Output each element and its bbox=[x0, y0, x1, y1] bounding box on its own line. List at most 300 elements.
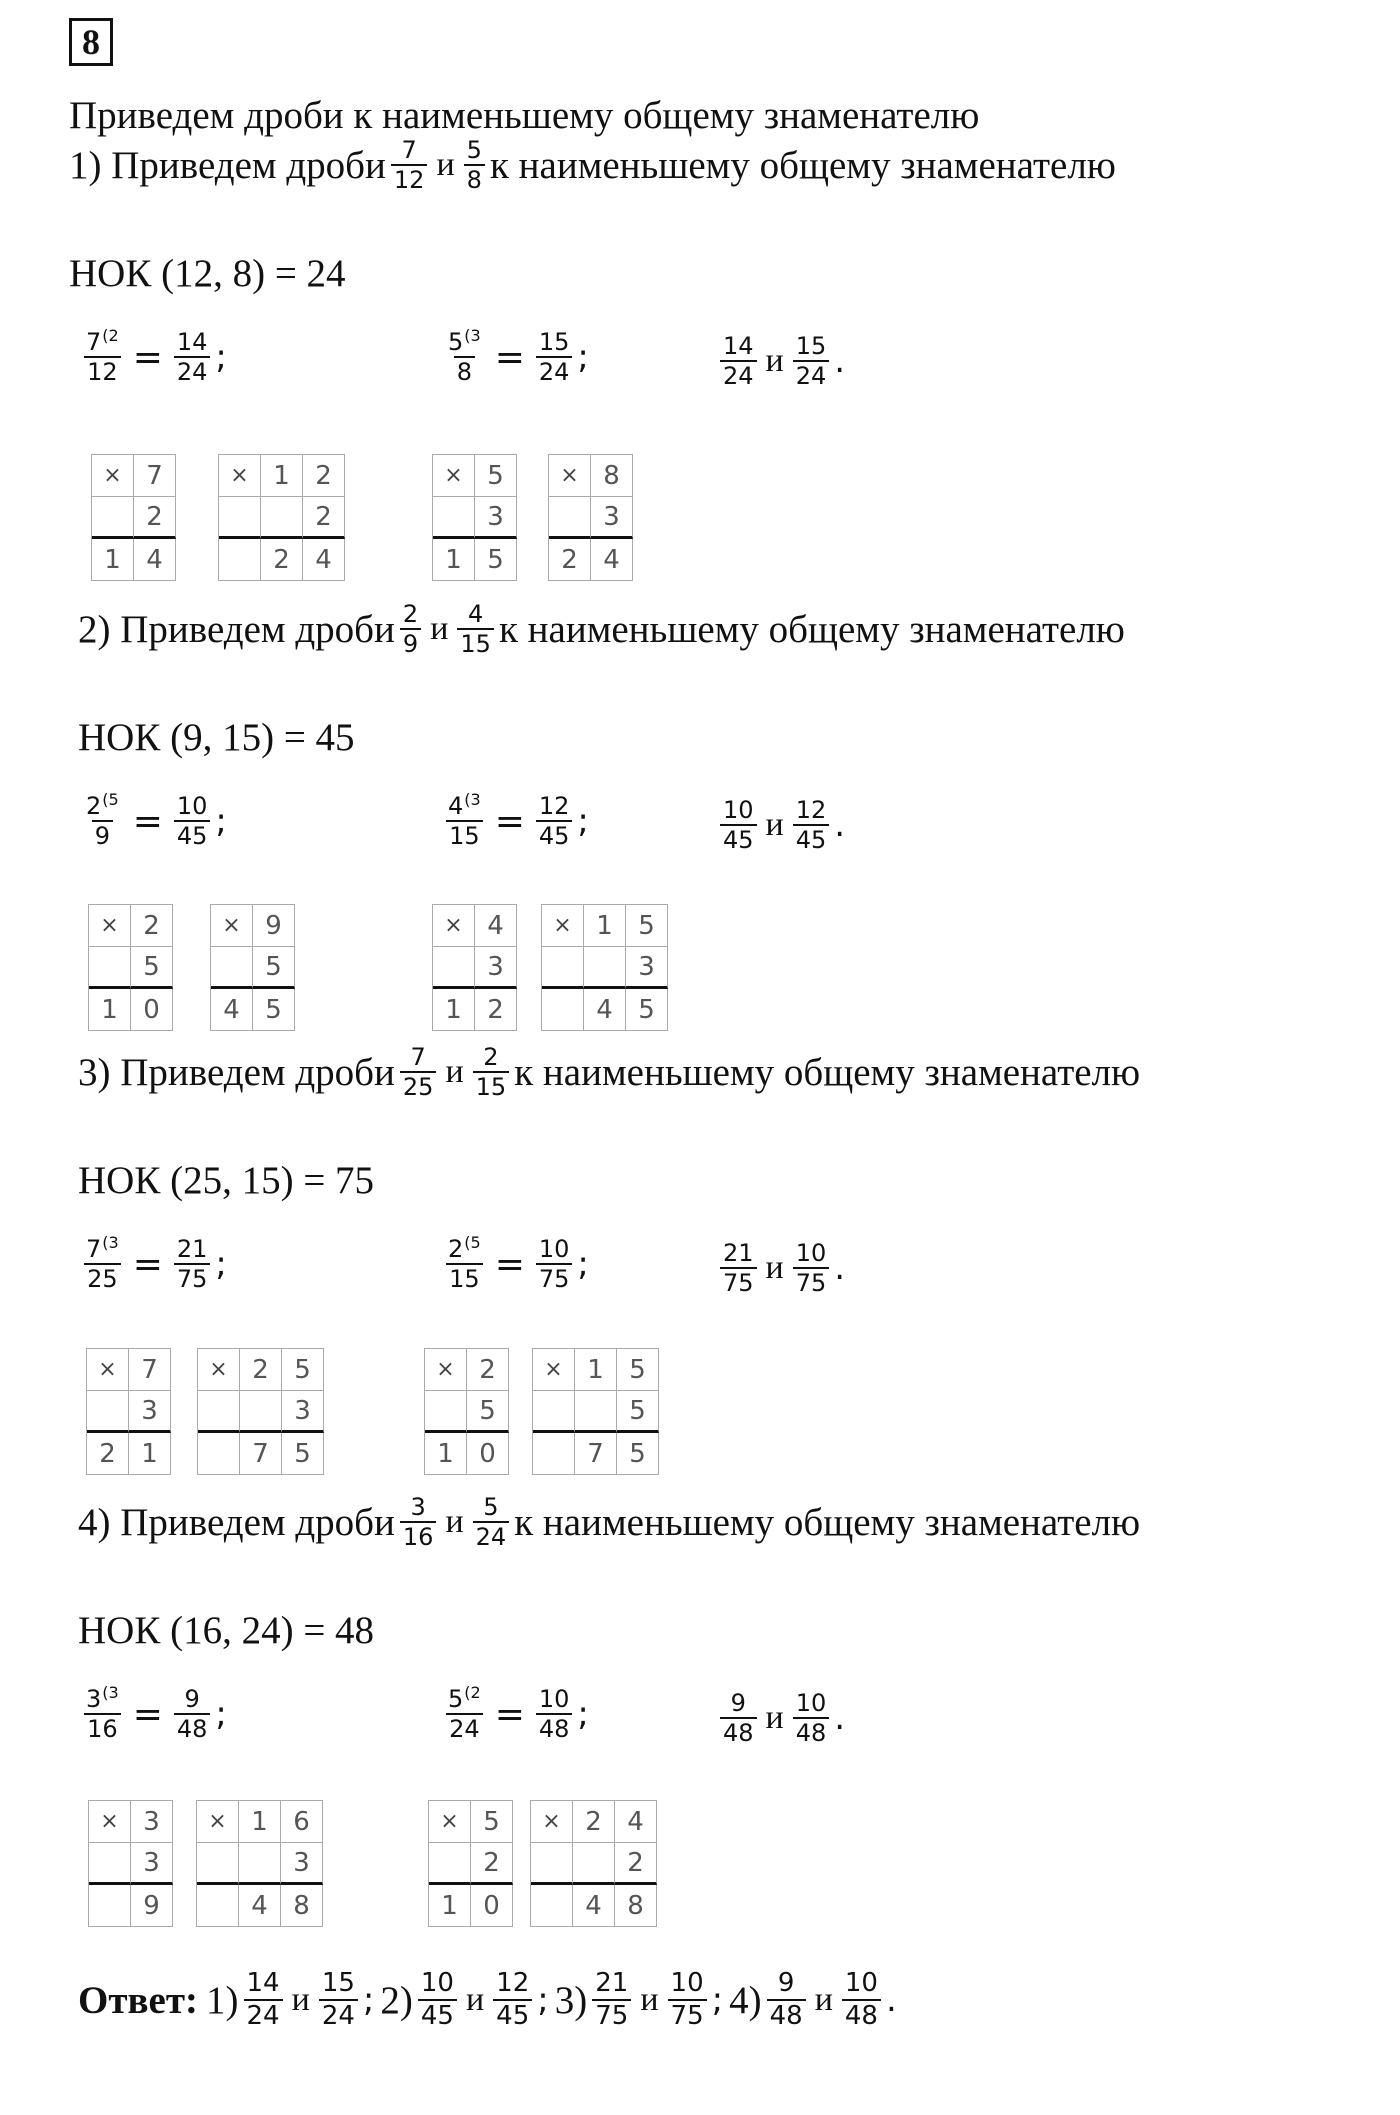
lcm-line: НОК (9, 15) = 45 bbox=[78, 716, 355, 759]
equation-1 bbox=[78, 1685, 227, 1743]
eq1-result-fraction-denominator: 48 bbox=[174, 1713, 211, 1743]
result-pair bbox=[715, 332, 845, 390]
times-sign: × bbox=[211, 905, 253, 947]
equals-sign: = bbox=[494, 1693, 525, 1735]
result-fraction-2-numerator: 10 bbox=[795, 1239, 827, 1267]
part-heading bbox=[69, 136, 1116, 194]
grid-digit: 2 bbox=[134, 497, 176, 539]
grid-digit: 5 bbox=[617, 1349, 659, 1391]
result-pair bbox=[715, 796, 845, 854]
lcm-line: НОК (25, 15) = 75 bbox=[78, 1159, 375, 1202]
times-sign: × bbox=[433, 455, 475, 497]
grid-digit: 2 bbox=[549, 539, 591, 581]
multiplication-grid bbox=[432, 904, 517, 1031]
equation-2 bbox=[440, 328, 589, 386]
result-fraction-1-denominator: 45 bbox=[720, 824, 757, 854]
eq2-source-fraction-multiplier: (3 bbox=[464, 326, 481, 345]
and-word: и bbox=[465, 1981, 485, 2018]
answer-fraction-b-denominator: 75 bbox=[668, 1999, 707, 2032]
answer-label: Ответ: bbox=[78, 1978, 199, 2022]
grid-digit: 1 bbox=[433, 989, 475, 1031]
result-fraction-1 bbox=[720, 332, 757, 390]
result-fraction-1-numerator: 14 bbox=[723, 332, 754, 360]
grid-digit: 1 bbox=[92, 539, 134, 581]
grid-digit: 4 bbox=[211, 989, 253, 1031]
semicolon: ; bbox=[577, 801, 589, 841]
grid-digit: 5 bbox=[626, 905, 668, 947]
result-fraction-1-denominator: 24 bbox=[720, 360, 757, 390]
answer-fraction-a-numerator: 14 bbox=[246, 1968, 280, 1998]
grid-digit: 4 bbox=[239, 1885, 281, 1927]
times-sign: × bbox=[89, 905, 131, 947]
grid-digit bbox=[531, 1885, 573, 1927]
answer-fraction-a bbox=[592, 1968, 631, 2032]
eq1-source-fraction bbox=[83, 792, 122, 850]
eq2-source-fraction-numerator: 2$^{(5}$ bbox=[448, 1233, 481, 1263]
grid-digit: 3 bbox=[131, 1843, 173, 1885]
grid-digit: 1 bbox=[575, 1349, 617, 1391]
grid-digit: 9 bbox=[131, 1885, 173, 1927]
grid-digit: 1 bbox=[129, 1433, 171, 1475]
eq2-source-fraction-numerator: 5$^{(3}$ bbox=[448, 326, 481, 356]
eq1-source-fraction-numerator: 7$^{(3}$ bbox=[86, 1233, 119, 1263]
answer-fraction-b bbox=[668, 1968, 707, 2032]
grid-digit bbox=[211, 947, 253, 989]
grid-digit: 0 bbox=[471, 1885, 513, 1927]
eq1-result-fraction-numerator: 10 bbox=[176, 792, 208, 820]
and-word: и bbox=[436, 146, 455, 183]
grid-digit: 2 bbox=[471, 1843, 513, 1885]
grid-digit: 1 bbox=[261, 455, 303, 497]
multiplication-grid bbox=[532, 1348, 659, 1475]
grid-digit bbox=[92, 497, 134, 539]
grid-digit: 8 bbox=[615, 1885, 657, 1927]
grid-digit: 5 bbox=[617, 1433, 659, 1475]
grid-digit: 5 bbox=[253, 989, 295, 1031]
eq2-source-fraction-denominator: 8 bbox=[454, 356, 475, 386]
answer-index: 1) bbox=[206, 1978, 239, 2022]
eq1-result-fraction-denominator: 45 bbox=[174, 820, 211, 850]
grid-digit: 5 bbox=[617, 1391, 659, 1433]
answer-fraction-a-numerator: 10 bbox=[420, 1968, 454, 1998]
heading-fraction-1-denominator: 12 bbox=[391, 164, 428, 194]
grid-digit: 7 bbox=[240, 1433, 282, 1475]
heading-fraction-1-denominator: 16 bbox=[400, 1521, 437, 1551]
eq1-result-fraction bbox=[174, 1685, 211, 1743]
grid-digit: 1 bbox=[429, 1885, 471, 1927]
heading-fraction-2-numerator: 2 bbox=[483, 1043, 499, 1071]
eq1-source-fraction-numerator: 3$^{(3}$ bbox=[86, 1683, 119, 1713]
to-lcd-text: к наименьшему общему знаменателю bbox=[498, 607, 1125, 651]
answer-fraction-b-numerator: 10 bbox=[670, 1968, 704, 1998]
eq2-source-fraction-denominator: 15 bbox=[446, 1263, 483, 1293]
to-lcd-text: к наименьшему общему знаменателю bbox=[514, 1050, 1141, 1094]
result-fraction-2 bbox=[793, 1239, 830, 1297]
grid-digit: 1 bbox=[425, 1433, 467, 1475]
answer-separator: . bbox=[885, 1980, 897, 2020]
eq2-source-fraction bbox=[445, 1235, 484, 1293]
grid-digit: 3 bbox=[281, 1843, 323, 1885]
result-fraction-2-denominator: 45 bbox=[793, 824, 830, 854]
semicolon: ; bbox=[215, 1244, 227, 1284]
times-sign: × bbox=[425, 1349, 467, 1391]
answer-fraction-b-numerator: 15 bbox=[321, 1968, 355, 1998]
eq1-result-fraction-denominator: 24 bbox=[174, 356, 211, 386]
result-fraction-2 bbox=[793, 796, 830, 854]
heading-fraction-2-numerator: 4 bbox=[468, 600, 484, 628]
grid-digit bbox=[542, 989, 584, 1031]
and-word: и bbox=[765, 342, 784, 379]
eq1-source-fraction-numerator: 7$^{(2}$ bbox=[86, 326, 119, 356]
eq2-source-fraction-multiplier: (3 bbox=[464, 790, 481, 809]
grid-digit bbox=[425, 1391, 467, 1433]
result-fraction-2-denominator: 24 bbox=[793, 360, 830, 390]
eq2-result-fraction-numerator: 12 bbox=[538, 792, 570, 820]
period: . bbox=[834, 1248, 846, 1288]
grid-digit: 5 bbox=[282, 1433, 324, 1475]
multiplication-grid bbox=[428, 1800, 513, 1927]
grid-digit: 4 bbox=[134, 539, 176, 581]
semicolon: ; bbox=[215, 801, 227, 841]
grid-digit bbox=[542, 947, 584, 989]
result-fraction-1 bbox=[720, 1689, 757, 1747]
eq2-result-fraction-denominator: 45 bbox=[536, 820, 573, 850]
heading-fraction-1 bbox=[400, 1493, 437, 1551]
grid-digit: 2 bbox=[131, 905, 173, 947]
grid-digit: 2 bbox=[87, 1433, 129, 1475]
times-sign: × bbox=[198, 1349, 240, 1391]
grid-digit: 5 bbox=[282, 1349, 324, 1391]
equation-1 bbox=[78, 792, 227, 850]
times-sign: × bbox=[197, 1801, 239, 1843]
grid-digit: 3 bbox=[131, 1801, 173, 1843]
and-word: и bbox=[765, 1699, 784, 1736]
period: . bbox=[834, 805, 846, 845]
grid-digit: 3 bbox=[475, 497, 517, 539]
eq1-source-fraction-multiplier: (5 bbox=[102, 790, 119, 809]
grid-digit: 5 bbox=[253, 947, 295, 989]
grid-digit: 9 bbox=[253, 905, 295, 947]
period: . bbox=[834, 1698, 846, 1738]
eq1-result-fraction bbox=[174, 792, 211, 850]
lcm-line: НОК (12, 8) = 24 bbox=[69, 252, 346, 295]
eq2-result-fraction-numerator: 15 bbox=[538, 328, 570, 356]
and-word: и bbox=[814, 1981, 833, 2018]
answer-fraction-b-numerator: 12 bbox=[496, 1968, 530, 1998]
answer-fraction-a bbox=[418, 1968, 457, 2032]
multiplication-grid bbox=[530, 1800, 657, 1927]
eq1-source-fraction-denominator: 12 bbox=[84, 356, 121, 386]
answer-fraction-a bbox=[767, 1968, 806, 2032]
times-sign: × bbox=[92, 455, 134, 497]
heading-fraction-2 bbox=[473, 1493, 510, 1551]
eq2-source-fraction-multiplier: (5 bbox=[464, 1233, 481, 1252]
eq2-source-fraction-denominator: 24 bbox=[446, 1713, 483, 1743]
answer-fraction-a-denominator: 45 bbox=[418, 1999, 457, 2032]
grid-digit bbox=[198, 1433, 240, 1475]
answer-fraction-a-denominator: 75 bbox=[592, 1999, 631, 2032]
answer-fraction-b bbox=[842, 1968, 881, 2032]
result-pair bbox=[715, 1689, 845, 1747]
grid-digit: 5 bbox=[626, 989, 668, 1031]
times-sign: × bbox=[433, 905, 475, 947]
eq2-result-fraction bbox=[536, 1685, 573, 1743]
eq1-source-fraction-numerator: 2$^{(5}$ bbox=[86, 790, 119, 820]
answer-fraction-b bbox=[319, 1968, 358, 2032]
eq2-result-fraction-numerator: 10 bbox=[538, 1685, 570, 1713]
answer-fraction-a bbox=[244, 1968, 283, 2032]
grid-digit bbox=[584, 947, 626, 989]
grid-digit bbox=[197, 1885, 239, 1927]
grid-digit: 3 bbox=[129, 1391, 171, 1433]
answer-separator: ; bbox=[711, 1980, 724, 2020]
answer-fraction-b-numerator: 10 bbox=[844, 1968, 878, 1998]
eq2-result-fraction bbox=[536, 1235, 573, 1293]
grid-digit bbox=[573, 1843, 615, 1885]
equation-1 bbox=[78, 328, 227, 386]
grid-digit: 2 bbox=[261, 539, 303, 581]
and-word: и bbox=[430, 610, 449, 647]
heading-prefix: 4) Приведем дроби bbox=[78, 1500, 395, 1544]
result-pair bbox=[715, 1239, 845, 1297]
equation-2 bbox=[440, 1235, 589, 1293]
grid-digit: 2 bbox=[240, 1349, 282, 1391]
grid-digit bbox=[219, 539, 261, 581]
grid-digit: 5 bbox=[471, 1801, 513, 1843]
grid-digit: 3 bbox=[282, 1391, 324, 1433]
heading-fraction-1-numerator: 2 bbox=[402, 600, 419, 628]
eq1-result-fraction-denominator: 75 bbox=[174, 1263, 211, 1293]
to-lcd-text: к наименьшему общему знаменателю bbox=[489, 143, 1116, 187]
eq2-result-fraction bbox=[536, 792, 573, 850]
answer-fraction-a-denominator: 24 bbox=[244, 1999, 283, 2032]
answer-separator: ; bbox=[537, 1980, 549, 2020]
heading-fraction-2 bbox=[457, 600, 494, 658]
answer-line bbox=[78, 1968, 897, 2032]
equation-1 bbox=[78, 1235, 227, 1293]
grid-digit: 8 bbox=[591, 455, 633, 497]
multiplication-grid bbox=[210, 904, 295, 1031]
to-lcd-text: к наименьшему общему знаменателю bbox=[514, 1500, 1141, 1544]
heading-fraction-1 bbox=[400, 600, 421, 658]
eq2-result-fraction-denominator: 75 bbox=[536, 1263, 573, 1293]
grid-digit: 2 bbox=[573, 1801, 615, 1843]
result-fraction-2-numerator: 10 bbox=[795, 1689, 827, 1717]
times-sign: × bbox=[542, 905, 584, 947]
eq1-source-fraction bbox=[83, 328, 122, 386]
part-heading bbox=[78, 1493, 1140, 1551]
semicolon: ; bbox=[215, 337, 227, 377]
and-word: и bbox=[640, 1981, 659, 2018]
answer-fraction-b bbox=[493, 1968, 532, 2032]
grid-digit bbox=[198, 1391, 240, 1433]
eq2-source-fraction bbox=[445, 328, 484, 386]
answer-fraction-a-numerator: 9 bbox=[777, 1968, 795, 1998]
grid-digit bbox=[433, 947, 475, 989]
answer-fraction-b-denominator: 24 bbox=[319, 1999, 358, 2032]
result-fraction-2 bbox=[793, 1689, 830, 1747]
heading-fraction-2 bbox=[464, 136, 485, 194]
equals-sign: = bbox=[132, 1693, 163, 1735]
grid-digit bbox=[433, 497, 475, 539]
equals-sign: = bbox=[132, 336, 163, 378]
grid-digit: 3 bbox=[475, 947, 517, 989]
equation-2 bbox=[440, 1685, 589, 1743]
part-heading bbox=[78, 1043, 1140, 1101]
grid-digit: 0 bbox=[131, 989, 173, 1031]
and-word: и bbox=[445, 1503, 464, 1540]
answer-fraction-b-denominator: 45 bbox=[493, 1999, 532, 2032]
multiplication-grid bbox=[424, 1348, 509, 1475]
eq1-result-fraction-numerator: 14 bbox=[176, 328, 208, 356]
result-fraction-1-numerator: 21 bbox=[723, 1239, 754, 1267]
eq1-result-fraction bbox=[174, 1235, 211, 1293]
grid-digit: 7 bbox=[129, 1349, 171, 1391]
heading-fraction-2-denominator: 8 bbox=[464, 164, 485, 194]
result-fraction-1-numerator: 10 bbox=[723, 796, 754, 824]
eq2-result-fraction-numerator: 10 bbox=[538, 1235, 570, 1263]
eq1-result-fraction-numerator: 9 bbox=[184, 1685, 200, 1713]
equals-sign: = bbox=[494, 336, 525, 378]
semicolon: ; bbox=[215, 1694, 227, 1734]
equals-sign: = bbox=[132, 800, 163, 842]
grid-digit: 4 bbox=[584, 989, 626, 1031]
answer-index: 2) bbox=[380, 1978, 413, 2022]
grid-digit: 7 bbox=[134, 455, 176, 497]
task-number: 8 bbox=[69, 18, 113, 66]
grid-digit: 3 bbox=[591, 497, 633, 539]
equals-sign: = bbox=[494, 800, 525, 842]
multiplication-grid bbox=[541, 904, 668, 1031]
grid-digit bbox=[87, 1391, 129, 1433]
eq1-source-fraction-denominator: 25 bbox=[84, 1263, 121, 1293]
answer-index: 3) bbox=[554, 1978, 588, 2022]
eq2-result-fraction-denominator: 48 bbox=[536, 1713, 573, 1743]
period: . bbox=[834, 341, 846, 381]
part-heading bbox=[78, 600, 1125, 658]
eq2-source-fraction-multiplier: (2 bbox=[464, 1683, 481, 1702]
and-word: и bbox=[445, 1053, 464, 1090]
heading-fraction-2 bbox=[473, 1043, 510, 1101]
answer-fraction-a-numerator: 21 bbox=[595, 1968, 629, 1998]
grid-digit: 4 bbox=[303, 539, 345, 581]
heading-fraction-1 bbox=[400, 1043, 437, 1101]
answer-fraction-b-denominator: 48 bbox=[842, 1999, 881, 2032]
multiplication-grid bbox=[432, 454, 517, 581]
eq2-source-fraction bbox=[445, 1685, 484, 1743]
eq1-source-fraction-multiplier: (2 bbox=[102, 326, 119, 345]
heading-fraction-2-denominator: 24 bbox=[473, 1521, 510, 1551]
result-fraction-2-numerator: 12 bbox=[795, 796, 827, 824]
semicolon: ; bbox=[577, 1694, 589, 1734]
times-sign: × bbox=[549, 455, 591, 497]
grid-digit bbox=[219, 497, 261, 539]
grid-digit: 0 bbox=[467, 1433, 509, 1475]
grid-digit: 4 bbox=[475, 905, 517, 947]
grid-digit: 2 bbox=[615, 1843, 657, 1885]
heading-fraction-1-denominator: 25 bbox=[400, 1071, 437, 1101]
grid-digit: 1 bbox=[239, 1801, 281, 1843]
grid-digit: 5 bbox=[131, 947, 173, 989]
heading-fraction-2-denominator: 15 bbox=[457, 628, 494, 658]
grid-digit: 8 bbox=[281, 1885, 323, 1927]
grid-digit bbox=[89, 947, 131, 989]
result-fraction-2-denominator: 48 bbox=[793, 1717, 830, 1747]
eq2-result-fraction bbox=[536, 328, 573, 386]
multiplication-grid bbox=[88, 904, 173, 1031]
grid-digit bbox=[533, 1391, 575, 1433]
heading-fraction-1-denominator: 9 bbox=[400, 628, 421, 658]
eq1-source-fraction bbox=[83, 1235, 122, 1293]
grid-digit: 4 bbox=[615, 1801, 657, 1843]
times-sign: × bbox=[429, 1801, 471, 1843]
times-sign: × bbox=[89, 1801, 131, 1843]
multiplication-grid bbox=[86, 1348, 171, 1475]
heading-fraction-1-numerator: 3 bbox=[410, 1493, 426, 1521]
grid-digit bbox=[197, 1843, 239, 1885]
eq2-source-fraction-denominator: 15 bbox=[446, 820, 483, 850]
result-fraction-1-denominator: 75 bbox=[720, 1267, 757, 1297]
multiplication-grid bbox=[548, 454, 633, 581]
eq2-result-fraction-denominator: 24 bbox=[536, 356, 573, 386]
heading-fraction-1-numerator: 7 bbox=[401, 136, 417, 164]
times-sign: × bbox=[531, 1801, 573, 1843]
grid-digit: 1 bbox=[89, 989, 131, 1031]
grid-digit bbox=[549, 497, 591, 539]
result-fraction-1-denominator: 48 bbox=[720, 1717, 757, 1747]
grid-digit: 2 bbox=[475, 989, 517, 1031]
multiplication-grid bbox=[197, 1348, 324, 1475]
equals-sign: = bbox=[494, 1243, 525, 1285]
multiplication-grid bbox=[196, 1800, 323, 1927]
heading-prefix: 3) Приведем дроби bbox=[78, 1050, 395, 1094]
semicolon: ; bbox=[577, 1244, 589, 1284]
grid-digit: 5 bbox=[475, 455, 517, 497]
grid-digit bbox=[240, 1391, 282, 1433]
answer-separator: ; bbox=[362, 1980, 375, 2020]
equation-2 bbox=[440, 792, 589, 850]
heading-fraction-2-denominator: 15 bbox=[473, 1071, 510, 1101]
grid-digit: 4 bbox=[591, 539, 633, 581]
eq1-source-fraction-denominator: 9 bbox=[92, 820, 113, 850]
grid-digit: 5 bbox=[475, 539, 517, 581]
eq1-source-fraction-multiplier: (3 bbox=[102, 1683, 119, 1702]
grid-digit bbox=[575, 1391, 617, 1433]
grid-digit bbox=[533, 1433, 575, 1475]
grid-digit: 2 bbox=[303, 455, 345, 497]
multiplication-grid bbox=[91, 454, 176, 581]
result-fraction-2 bbox=[793, 332, 830, 390]
grid-digit: 1 bbox=[584, 905, 626, 947]
grid-digit bbox=[239, 1843, 281, 1885]
grid-digit bbox=[429, 1843, 471, 1885]
answer-fraction-a-denominator: 48 bbox=[767, 1999, 806, 2032]
grid-digit bbox=[89, 1885, 131, 1927]
grid-digit bbox=[261, 497, 303, 539]
eq2-source-fraction bbox=[445, 792, 484, 850]
and-word: и bbox=[765, 1249, 784, 1286]
result-fraction-2-denominator: 75 bbox=[793, 1267, 830, 1297]
and-word: и bbox=[765, 806, 784, 843]
eq1-source-fraction-denominator: 16 bbox=[84, 1713, 121, 1743]
semicolon: ; bbox=[577, 337, 589, 377]
grid-digit: 3 bbox=[626, 947, 668, 989]
grid-digit bbox=[531, 1843, 573, 1885]
times-sign: × bbox=[87, 1349, 129, 1391]
heading-fraction-2-numerator: 5 bbox=[483, 1493, 499, 1521]
grid-digit: 7 bbox=[575, 1433, 617, 1475]
result-fraction-1-numerator: 9 bbox=[730, 1689, 746, 1717]
